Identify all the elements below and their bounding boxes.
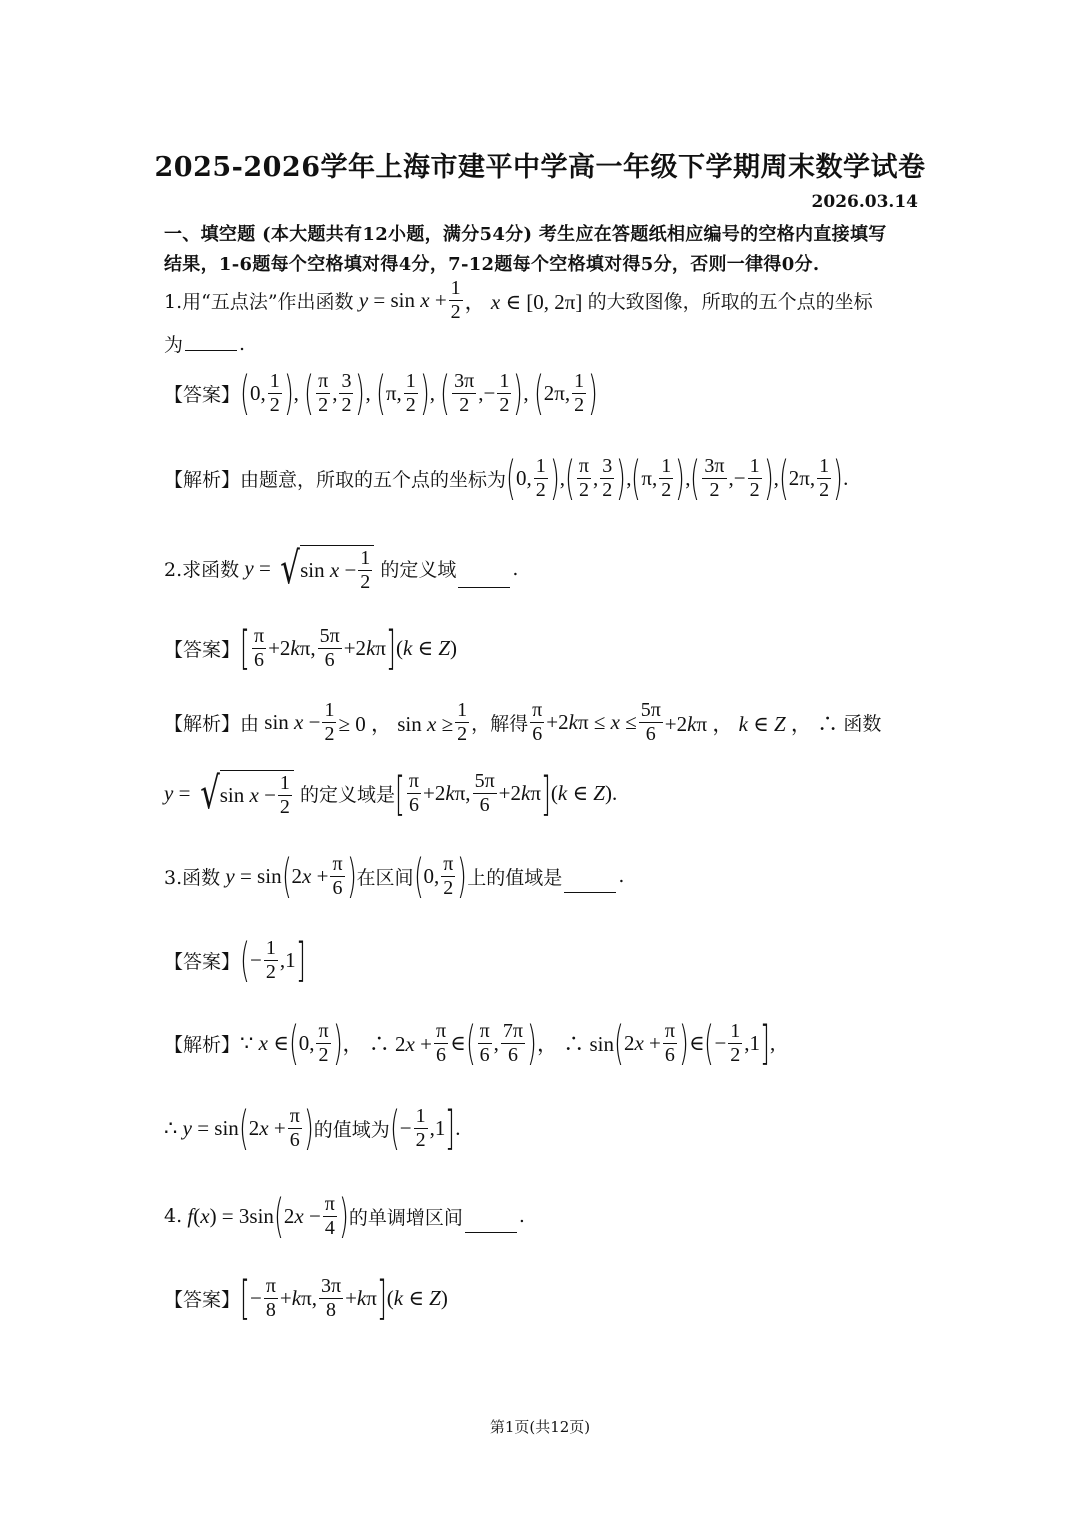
q1-middle: 的大致图像，所取的五个点的坐标	[587, 291, 873, 313]
answer-blank	[458, 586, 510, 588]
answer-blank	[185, 349, 237, 351]
q3-suffix: 上的值域是	[467, 866, 563, 889]
q3-analysis-range: 的值域为	[313, 1118, 390, 1141]
q1-line2: 为	[164, 334, 184, 356]
answer-blank	[564, 891, 616, 893]
question-4: 4. f(x) = 3sin ( 2x − $\frac{\pi}{4}$ ) 的单调增区间 .	[164, 1189, 525, 1243]
question-3: 3.函数 y = sin ( 2x + $\frac{\pi}{6}$ ) 在区间 ( 0, $\frac{\pi}{2}$ ) 上的值域是 .	[164, 849, 625, 903]
q2-analysis-solve: 解得	[490, 713, 529, 735]
q1-analysis-prefix: 由题意，所取的五个点的坐标为	[240, 468, 507, 491]
question-1-line2: 为 .	[164, 330, 245, 357]
analysis-label: 【解析】	[164, 1033, 241, 1056]
q2-analysis-func: 函数	[843, 713, 882, 735]
q3-analysis-line1: 【解析】 ∵ x ∈ ( 0, $\frac{\pi}{2}$ ) ， ∴ 2x + $\frac{\pi}{6}$ ∈ ( $\frac{\pi}{6}$ , $\frac{7\pi}{6}$ ) ， ∴ sin ( 2x + $\frac{\pi}{6}$ ) ∈ ( − $\frac{1}{2}$ ,1 ] ,	[164, 1016, 776, 1070]
q2-analysis-line2: y = √ sin x − $\frac{1}{2}$ 的定义域是 [ $\frac{\pi}{6}$ +2kπ, $\frac{5\pi}{6}$ +2kπ ] (k ∈ Z).	[164, 766, 618, 821]
exam-date: 2026.03.14	[811, 192, 918, 212]
question-1: 1.用“五点法”作出函数 y = sin x + $\frac{1}{2}$ ， x ∈ [0, 2π] 的大致图像，所取的五个点的坐标	[164, 277, 873, 323]
q2-answer: 【答案】 [ $\frac{\pi}{6}$ +2kπ, $\frac{5\pi}{6}$ +2kπ ] (k ∈ Z)	[164, 621, 458, 675]
q4-answer: 【答案】 [ − $\frac{\pi}{8}$ +kπ, $\frac{3\pi}{8}$ +kπ ] (k ∈ Z)	[164, 1271, 448, 1325]
q4-suffix: 的单调增区间	[348, 1206, 463, 1229]
q3-answer: 【答案】 ( − $\frac{1}{2}$ ,1 ]	[164, 933, 306, 987]
answer-label: 【答案】	[164, 638, 241, 661]
section-instructions-line1: 一、填空题 (本大题共有12小题，满分54分) 考生应在答题纸相应编号的空格内直接填写	[164, 224, 887, 245]
q1-answer: 【答案】 ( 0, $\frac{1}{2}$ ) , ( $\frac{\pi}{2}$ , $\frac{3}{2}$ ) , ( π, $\frac{1}{2}$ ) , ( $\frac{3\pi}{2}$ ,− $\frac{1}{2}$ ) , ( 2π, $\frac{1}{2}$ )	[164, 366, 599, 420]
q1-analysis: 【解析】 由题意，所取的五个点的坐标为 ( 0, $\frac{1}{2}$ ) , ( $\frac{\pi}{2}$ , $\frac{3}{2}$ ) , ( π, $\frac{1}{2}$ ) , ( $\frac{3\pi}{2}$ ,− $\frac{1}{2}$ ) , ( 2π, $\frac{1}{2}$ ) .	[164, 451, 849, 505]
analysis-label: 【解析】	[164, 468, 241, 491]
section-instructions-line2: 结果，1-6题每个空格填对得4分，7-12题每个空格填对得5分，否则一律得0分.	[164, 254, 820, 275]
analysis-label: 【解析】	[164, 713, 241, 735]
q2-prefix: 2.求函数	[164, 559, 240, 581]
answer-blank	[465, 1231, 517, 1233]
question-2: 2.求函数 y = √ sin x − $\frac{1}{2}$ 的定义域 .	[164, 543, 519, 594]
q2-analysis-line1: 【解析】 由 sin x − $\frac{1}{2}$ ≥ 0 ， sin x ≥ $\frac{1}{2}$ ， 解得 $\frac{\pi}{6}$ +2kπ ≤ x ≤ $\frac{5\pi}{6}$ +2kπ ， k ∈ Z ， ∴ 函数	[164, 699, 882, 745]
q3-prefix: 3.函数	[164, 866, 221, 889]
answer-label: 【答案】	[164, 383, 241, 406]
q3-middle: 在区间	[356, 866, 414, 889]
q4-prefix: 4.	[164, 1205, 183, 1227]
page-title: 2025-2026学年上海市建平中学高一年级下学期周末数学试卷	[154, 152, 926, 183]
q3-analysis-line2: ∴ y = sin ( 2x + $\frac{\pi}{6}$ ) 的值域为 ( − $\frac{1}{2}$ ,1 ] .	[164, 1101, 461, 1155]
answer-label: 【答案】	[164, 1288, 241, 1311]
q2-suffix: 的定义域	[380, 559, 457, 581]
q1-prefix: 1.用“五点法”作出函数	[164, 291, 354, 313]
answer-label: 【答案】	[164, 950, 241, 973]
page-footer: 第1页(共12页)	[489, 1418, 591, 1436]
q2-analysis-domain: 的定义域是	[299, 784, 395, 806]
